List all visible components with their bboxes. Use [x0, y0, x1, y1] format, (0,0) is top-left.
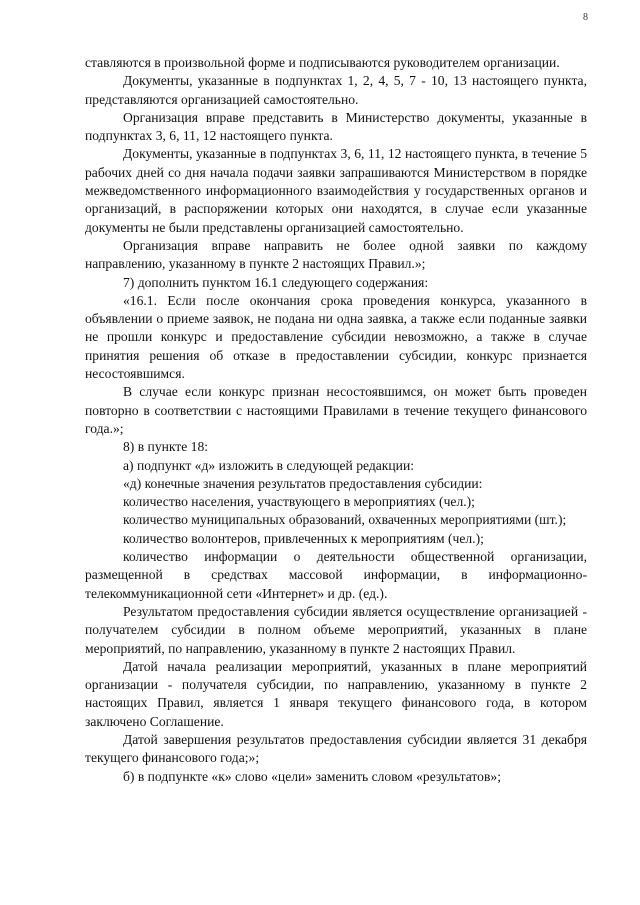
paragraph: «д) конечные значения результатов предоставления субсидии:: [123, 475, 483, 491]
paragraph: Документы, указанные в подпунктах 1, 2, 4, 5, 7 - 10, 13 настоящего пункта, представляются организацией самостоятельно.: [85, 73, 587, 107]
paragraph: 7) дополнить пунктом 16.1 следующего содержания:: [123, 274, 429, 290]
paragraph: Датой начала реализации мероприятий, указанных в плане мероприятий организации - получателя субсидии, по направлению, указанному в пункте 2 настоящих Правил, является 1 января текущего финансового года, в котором заключено Соглашение.: [85, 658, 587, 729]
paragraph: а) подпункт «д» изложить в следующей редакции:: [123, 457, 415, 473]
document-body: [85, 54, 587, 786]
paragraph: б) в подпункте «к» слово «цели» заменить словом «результатов»;: [123, 768, 501, 784]
paragraph: Датой завершения результатов предоставления субсидии является 31 декабря текущего финансового года;»;: [85, 731, 587, 766]
paragraph: В случае если конкурс признан несостоявшимся, он может быть проведен повторно в соответствии с настоящими Правилами в течение текущего финансового года.»;: [85, 384, 587, 436]
paragraph: «16.1. Если после окончания срока проведения конкурса, указанного в объявлении о приеме заявок, не подана ни одна заявка, а также если поданные заявки не прошли конкурс и предоставление субсидии невозможно, а также в случае принятия решения об отказе в предоставлении субсидии, конкурс признается несостоявшимся.: [85, 292, 587, 382]
paragraph: 8) в пункте 18:: [123, 439, 209, 455]
paragraph: Документы, указанные в подпунктах 3, 6, 11, 12 настоящего пункта, в течение 5 рабочих дней со дня начала подачи заявки запрашиваются Министерством в порядке межведомственного информационного взаимодействия у государственных органов и организаций, в распоряжении которых они находятся, в случае если указанные документы не были представлены организацией самостоятельно.: [85, 146, 587, 235]
paragraph: Организация вправе представить в Министерство документы, указанные в подпунктах 3, 6, 11, 12 настоящего пункта.: [85, 109, 587, 144]
paragraph: количество муниципальных образований, охваченных мероприятиями (шт.);: [123, 512, 567, 528]
paragraph: количество волонтеров, привлеченных к мероприятиям (чел.);: [123, 530, 484, 546]
paragraph: ставляются в произвольной форме и подписываются руководителем организации.: [85, 55, 560, 70]
paragraph: количество информации о деятельности общественной организации, размещенной в средствах массовой информации, в информационно-телекоммуникационной сети «Интернет» и др. (ед.).: [85, 549, 587, 601]
paragraph: количество населения, участвующего в мероприятиях (чел.);: [123, 494, 475, 510]
paragraph: Результатом предоставления субсидии является осуществление организацией - получателем субсидии в полном объеме мероприятий, указанных в плане мероприятий, по направлению, указанному в пункте 2 настоящих Правил.: [85, 603, 587, 656]
paragraph: Организация вправе направить не более одной заявки по каждому направлению, указанному в пункте 2 настоящих Правил.»;: [85, 237, 587, 272]
page-number: 8: [583, 12, 588, 23]
